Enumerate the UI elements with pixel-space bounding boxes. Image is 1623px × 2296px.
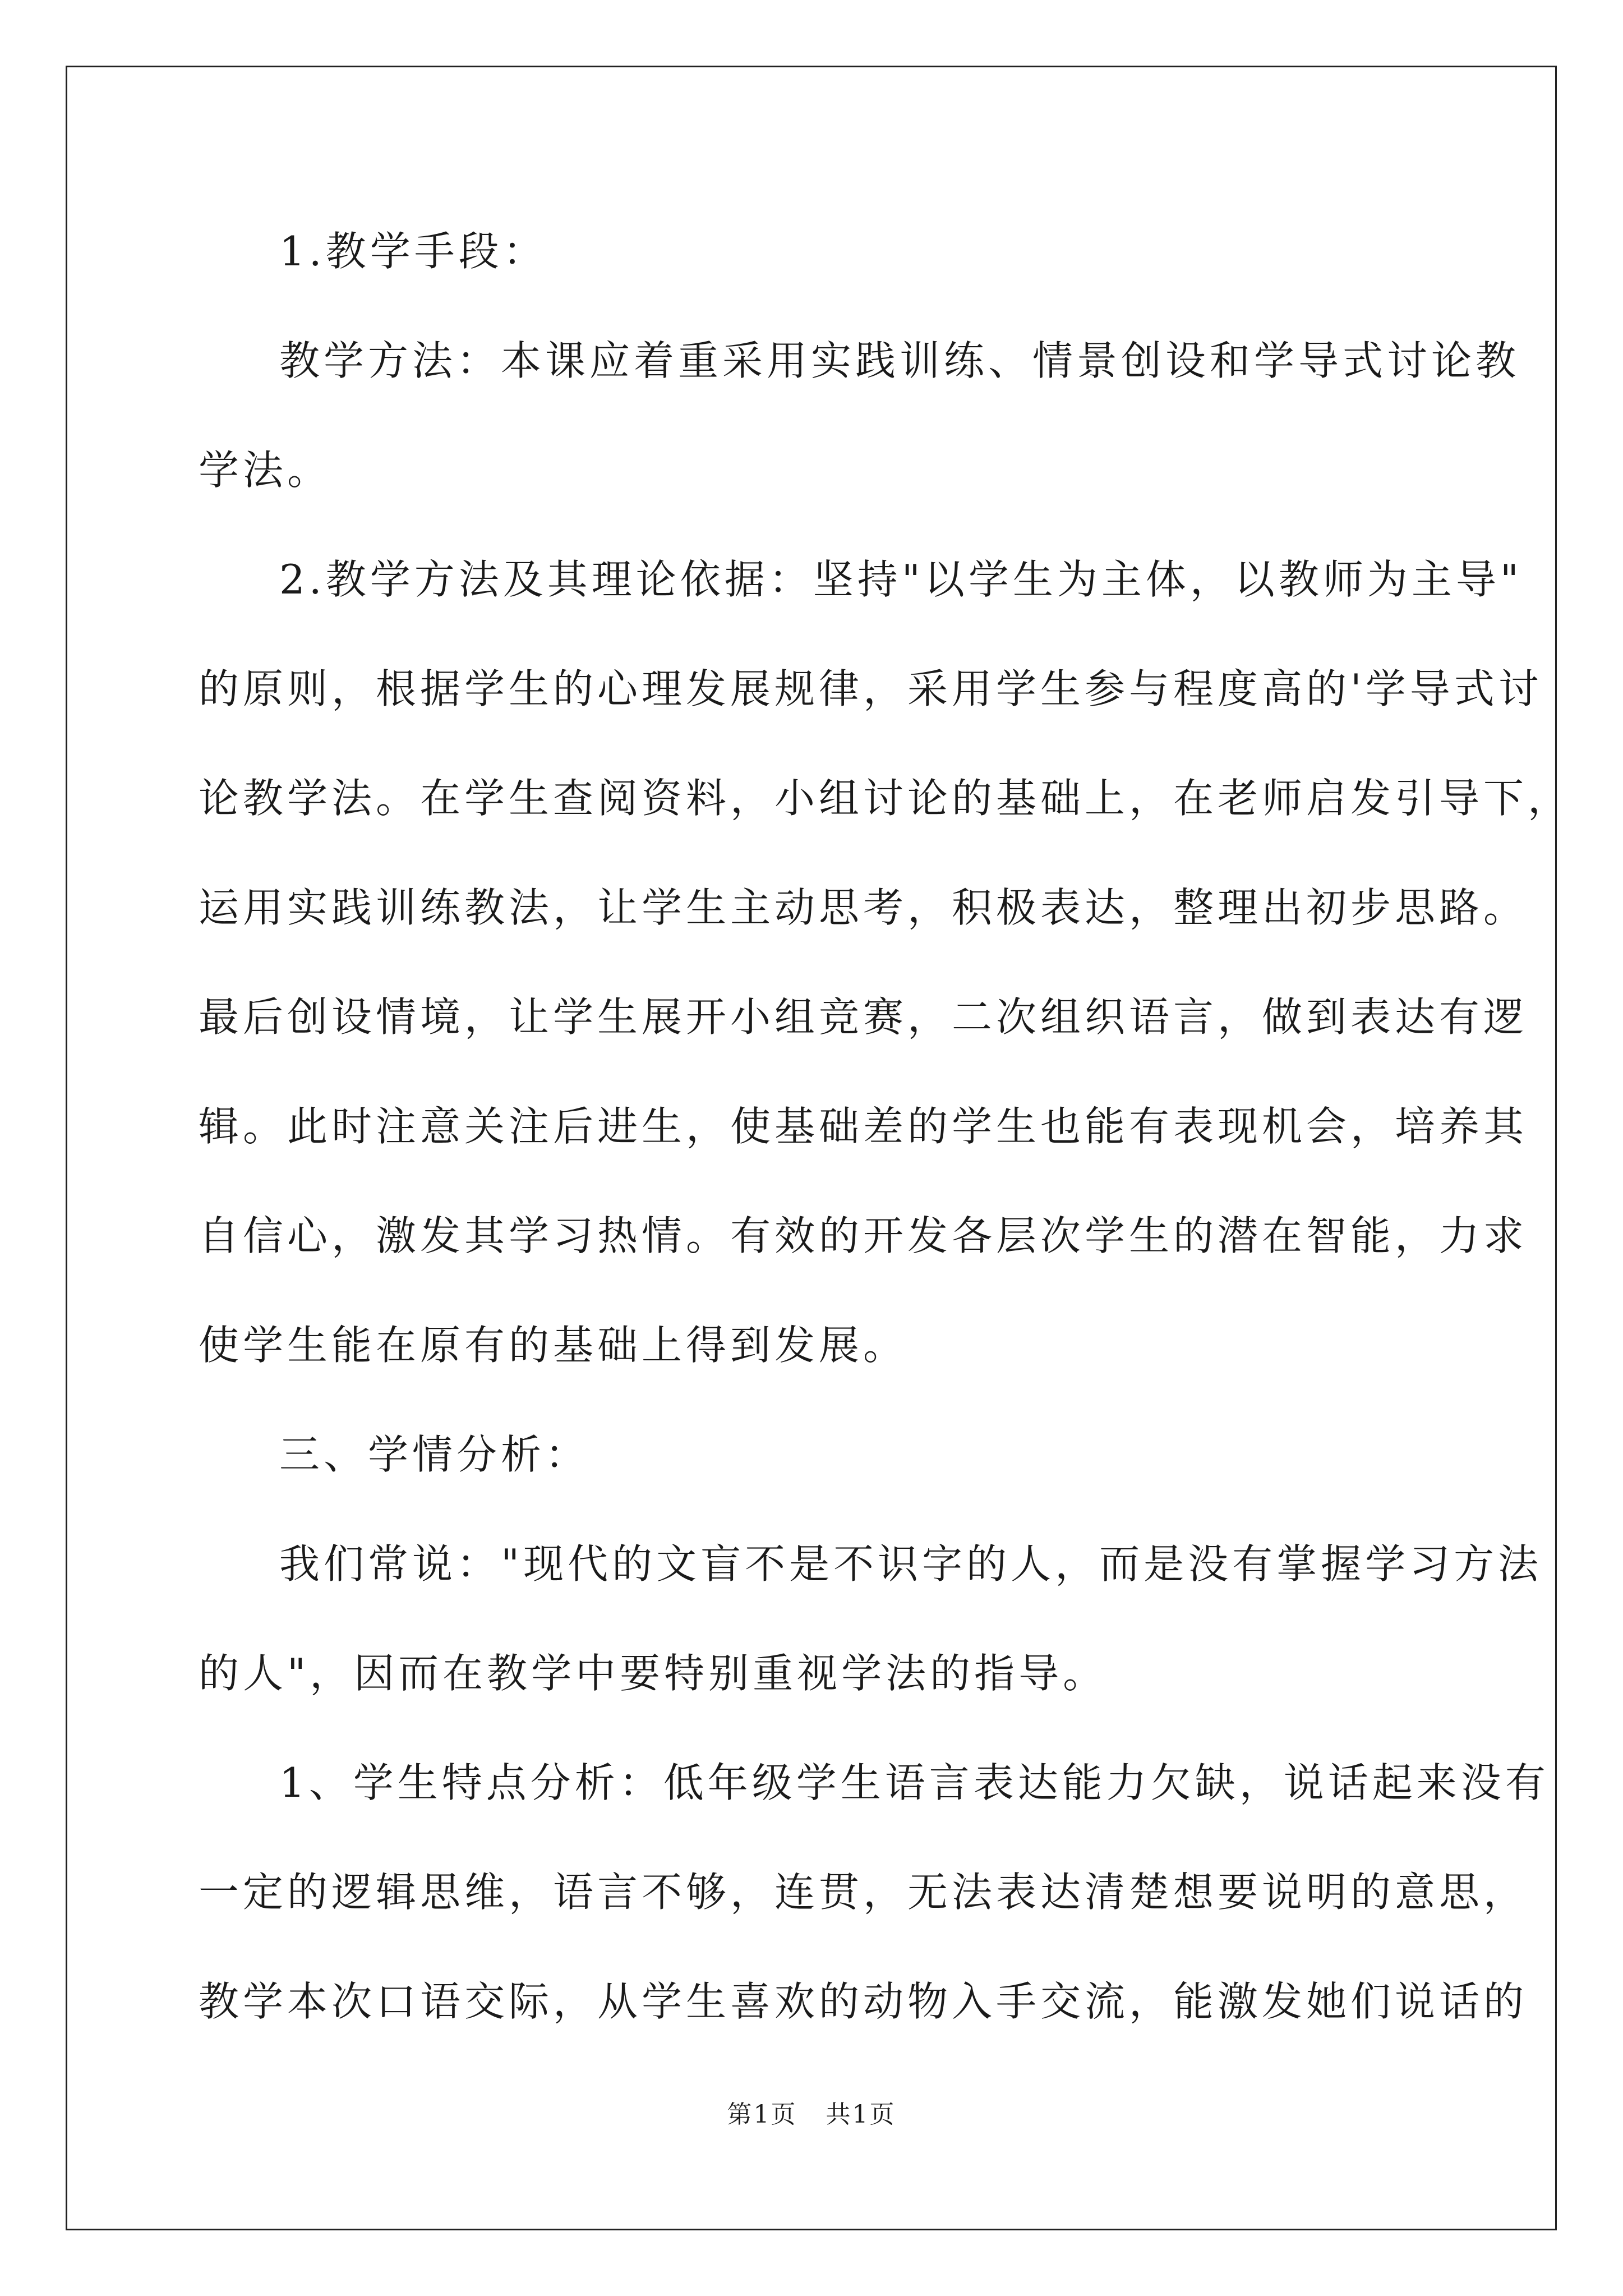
paragraph-line: 的原则，根据学生的心理发展规律，采用学生参与程度高的'学导式讨 bbox=[199, 665, 1543, 712]
paragraph-line: 论教学法。在学生查阅资料，小组讨论的基础上，在老师启发引导下， bbox=[199, 775, 1573, 822]
paragraph-line: 一定的逻辑思维，语言不够，连贯，无法表达清楚想要说明的意思， bbox=[199, 1869, 1528, 1916]
paragraph-line: 学法。 bbox=[199, 447, 332, 494]
paragraph-line: 1、学生特点分析：低年级学生语言表达能力欠缺，说话起来没有 bbox=[279, 1759, 1550, 1806]
paragraph-line: 2.教学方法及其理论依据：坚持"以学生为主体，以教师为主导" bbox=[279, 556, 1523, 603]
section-heading-learning-analysis: 三、学情分析： bbox=[279, 1431, 590, 1478]
paragraph-line: 教学方法：本课应着重采用实践训练、情景创设和学导式讨论教 bbox=[279, 337, 1520, 384]
paragraph-line: 运用实践训练教法，让学生主动思考，积极表达，整理出初步思路。 bbox=[199, 884, 1528, 931]
paragraph-line: 使学生能在原有的基础上得到发展。 bbox=[199, 1322, 908, 1369]
paragraph-line: 最后创设情境，让学生展开小组竞赛，二次组织语言，做到表达有逻 bbox=[199, 993, 1528, 1041]
paragraph-line: 我们常说："现代的文盲不是不识字的人，而是没有掌握学习方法 bbox=[279, 1540, 1543, 1588]
paragraph-line: 教学本次口语交际，从学生喜欢的动物入手交流，能激发她们说话的 bbox=[199, 1978, 1528, 2025]
paragraph-line: 的人"，因而在教学中要特别重视学法的指导。 bbox=[199, 1650, 1108, 1697]
paragraph-line: 辑。此时注意关注后进生，使基础差的学生也能有表现机会，培养其 bbox=[199, 1103, 1528, 1150]
page-number-footer: 第1页 共1页 bbox=[727, 2100, 896, 2129]
section-heading-teaching-means: 1.教学手段： bbox=[279, 228, 547, 275]
paragraph-line: 自信心，激发其学习热情。有效的开发各层次学生的潜在智能，力求 bbox=[199, 1212, 1528, 1259]
